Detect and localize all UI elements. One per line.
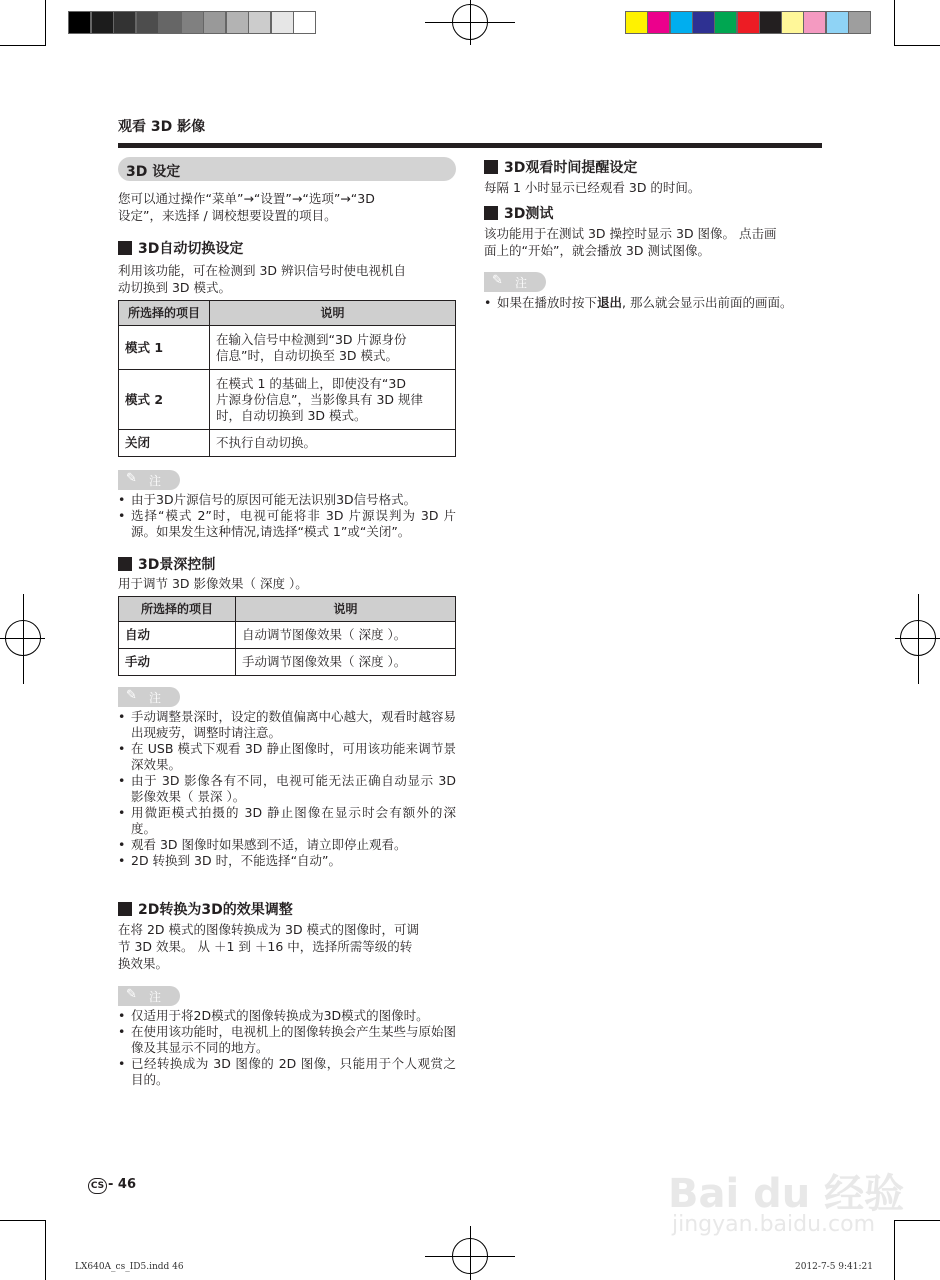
convert-notes xyxy=(118,1008,456,1088)
list-item: • 由于 3D 影像各有不同，电视可能无法正确自动显示 3D 影像效果（ 景深 ）。 xyxy=(118,773,456,805)
gray-swatch xyxy=(226,11,249,34)
heading-3d-test xyxy=(484,203,553,223)
gray-swatch xyxy=(158,11,181,34)
note-badge xyxy=(484,272,546,292)
table-header: 说明 xyxy=(210,301,456,326)
cell-line: 信息”时，自动切换至 3D 模式。 xyxy=(216,347,399,363)
gray-swatch xyxy=(113,11,136,34)
crop-mark xyxy=(894,45,940,46)
gray-swatch xyxy=(68,11,91,34)
list-item: • 在使用该功能时，电视机上的图像转换会产生某些与原始图像及其显示不同的地方。 xyxy=(118,1024,456,1056)
heading-square-icon xyxy=(118,241,132,255)
auto-switch-description xyxy=(118,262,456,296)
gray-swatch xyxy=(293,11,316,34)
test-notes xyxy=(484,295,829,311)
gray-swatch xyxy=(248,11,271,34)
note-badge xyxy=(118,470,180,490)
color-swatch xyxy=(692,11,715,34)
paperclip-icon: ✎ xyxy=(492,273,503,288)
desc-line: 动切换到 3D 模式。 xyxy=(118,280,232,295)
section-title-pill xyxy=(118,157,456,181)
list-item: • 2D 转换到 3D 时，不能选择“自动”。 xyxy=(118,853,456,869)
heading-text: 3D景深控制 xyxy=(138,557,216,573)
heading-square-icon xyxy=(484,160,498,174)
crop-mark xyxy=(45,1220,46,1280)
heading-text: 2D转换为3D的效果调整 xyxy=(138,902,293,918)
desc-line: 节 3D 效果。 从 ＋1 到 ＋16 中，选择所需等级的转 xyxy=(118,939,413,954)
note-badge xyxy=(118,986,180,1006)
reminder-description: 每隔 1 小时显示已经观看 3D 的时间。 xyxy=(484,180,701,195)
cell-line: 在模式 1 的基础上，即使没有“3D xyxy=(216,375,406,391)
list-item: • 手动调整景深时，设定的数值偏离中心越大，观看时越容易出现疲劳，调整时请注意。 xyxy=(118,709,456,741)
heading-square-icon xyxy=(484,206,498,220)
desc-line: 在将 2D 模式的图像转换成为 3D 模式的图像时，可调 xyxy=(118,922,420,937)
paperclip-icon: ✎ xyxy=(126,471,137,486)
table-cell-item: 模式 2 xyxy=(119,370,210,430)
list-item: • 仅适用于将2D模式的图像转换成为3D模式的图像时。 xyxy=(118,1008,456,1024)
table-cell-item: 手动 xyxy=(119,649,236,676)
color-swatch xyxy=(781,11,804,34)
gray-swatch xyxy=(271,11,294,34)
table-cell-desc xyxy=(210,370,456,430)
baidu-watermark-logo: Bai du 经验 xyxy=(668,1171,905,1217)
title-rule xyxy=(118,143,822,148)
table-cell-desc: 手动调节图像效果（ 深度 ）。 xyxy=(236,649,456,676)
list-item: • 在 USB 模式下观看 3D 静止图像时，可用该功能来调节景深效果。 xyxy=(118,741,456,773)
gray-swatch xyxy=(181,11,204,34)
color-swatch xyxy=(647,11,670,34)
heading-auto-switch xyxy=(118,238,243,258)
gray-swatch xyxy=(203,11,226,34)
desc-line: 该功能用于在测试 3D 操控时显示 3D 图像。 点击画 xyxy=(484,226,777,241)
depth-notes xyxy=(118,709,456,869)
heading-square-icon xyxy=(118,902,132,916)
intro-line: 设定”，来选择 / 调校想要设置的项目。 xyxy=(118,208,337,223)
note-text: 如果在播放时按下 xyxy=(497,295,598,310)
heading-depth xyxy=(118,554,215,574)
heading-2d-to-3d xyxy=(118,899,293,919)
note-badge xyxy=(118,687,180,707)
table-cell-desc: 自动调节图像效果（ 深度 ）。 xyxy=(236,622,456,649)
table-header: 说明 xyxy=(236,597,456,622)
table-row xyxy=(119,326,456,370)
table-row xyxy=(119,649,456,676)
page-number: - 46 xyxy=(108,1177,137,1192)
color-swatch xyxy=(759,11,782,34)
intro-line: 您可以通过操作“菜单”→“设置”→“选项”→“3D xyxy=(118,191,375,206)
crop-mark xyxy=(894,1220,895,1280)
table-cell-desc xyxy=(210,326,456,370)
color-swatch xyxy=(737,11,760,34)
crop-mark xyxy=(0,1220,46,1221)
heading-square-icon xyxy=(118,557,132,571)
exit-key-label: 退出 xyxy=(597,295,623,310)
table-header: 所选择的项目 xyxy=(119,597,236,622)
heading-text: 3D测试 xyxy=(504,206,554,222)
color-swatch xyxy=(625,11,648,34)
desc-line: 面上的“开始”，就会播放 3D 测试图像。 xyxy=(484,243,710,258)
crop-mark xyxy=(894,1220,940,1221)
cell-line: 片源身份信息”，当影像具有 3D 规律 xyxy=(216,391,424,407)
intro-paragraph xyxy=(118,190,456,224)
convert-description xyxy=(118,921,456,972)
list-item: • 用微距模式拍摄的 3D 静止图像在显示时会有额外的深度。 xyxy=(118,805,456,837)
color-swatch xyxy=(803,11,826,34)
note-label: 注 xyxy=(515,276,528,290)
page-title: 观看 3D 影像 xyxy=(118,119,206,135)
table-cell-item: 关闭 xyxy=(119,430,210,457)
table-cell-item: 模式 1 xyxy=(119,326,210,370)
note-label: 注 xyxy=(149,990,162,1004)
depth-table xyxy=(118,596,456,676)
table-cell-item: 自动 xyxy=(119,622,236,649)
note-label: 注 xyxy=(149,474,162,488)
note-label: 注 xyxy=(149,691,162,705)
color-swatch xyxy=(848,11,871,34)
file-info: LX640A_cs_ID5.indd 46 xyxy=(75,1262,184,1272)
depth-description: 用于调节 3D 影像效果（ 深度 ）。 xyxy=(118,576,308,591)
heading-text: 3D自动切换设定 xyxy=(138,241,244,257)
auto-switch-table xyxy=(118,300,456,457)
cell-line: 时，自动切换到 3D 模式。 xyxy=(216,407,367,423)
paperclip-icon: ✎ xyxy=(126,688,137,703)
crop-mark xyxy=(45,0,46,46)
gray-swatch xyxy=(91,11,114,34)
color-swatch xyxy=(670,11,693,34)
list-item: • 观看 3D 图像时如果感到不适，请立即停止观看。 xyxy=(118,837,456,853)
desc-line: 换效果。 xyxy=(118,956,169,971)
crop-mark xyxy=(894,0,895,46)
crop-mark xyxy=(0,45,46,46)
heading-reminder xyxy=(484,157,637,177)
list-item: • 已经转换成为 3D 图像的 2D 图像，只能用于个人观赏之目的。 xyxy=(118,1056,456,1088)
table-header: 所选择的项目 xyxy=(119,301,210,326)
section-title: 3D 设定 xyxy=(126,164,181,180)
table-row xyxy=(119,430,456,457)
watermark-url: jingyan.baidu.com xyxy=(672,1212,876,1237)
color-swatch xyxy=(826,11,849,34)
table-row xyxy=(119,622,456,649)
print-date: 2012-7-5 9:41:21 xyxy=(795,1262,873,1272)
table-cell-desc: 不执行自动切换。 xyxy=(210,430,456,457)
paperclip-icon: ✎ xyxy=(126,987,137,1002)
heading-text: 3D观看时间提醒设定 xyxy=(504,160,638,176)
list-item xyxy=(484,295,829,311)
language-badge: CS xyxy=(88,1178,107,1194)
note-text: , 那么就会显示出前面的画面。 xyxy=(622,295,793,310)
test-description xyxy=(484,225,822,259)
list-item: • 选择“模式 2”时，电视可能将非 3D 片源误判为 3D 片源。如果发生这种情况,请选择“模式 1”或“关闭”。 xyxy=(118,508,456,540)
auto-switch-notes xyxy=(118,492,456,540)
cell-line: 在输入信号中检测到“3D 片源身份 xyxy=(216,331,407,347)
table-row xyxy=(119,370,456,430)
list-item: • 由于3D片源信号的原因可能无法识别3D信号格式。 xyxy=(118,492,456,508)
gray-swatch xyxy=(136,11,159,34)
desc-line: 利用该功能，可在检测到 3D 辨识信号时使电视机自 xyxy=(118,263,407,278)
color-swatch xyxy=(714,11,737,34)
